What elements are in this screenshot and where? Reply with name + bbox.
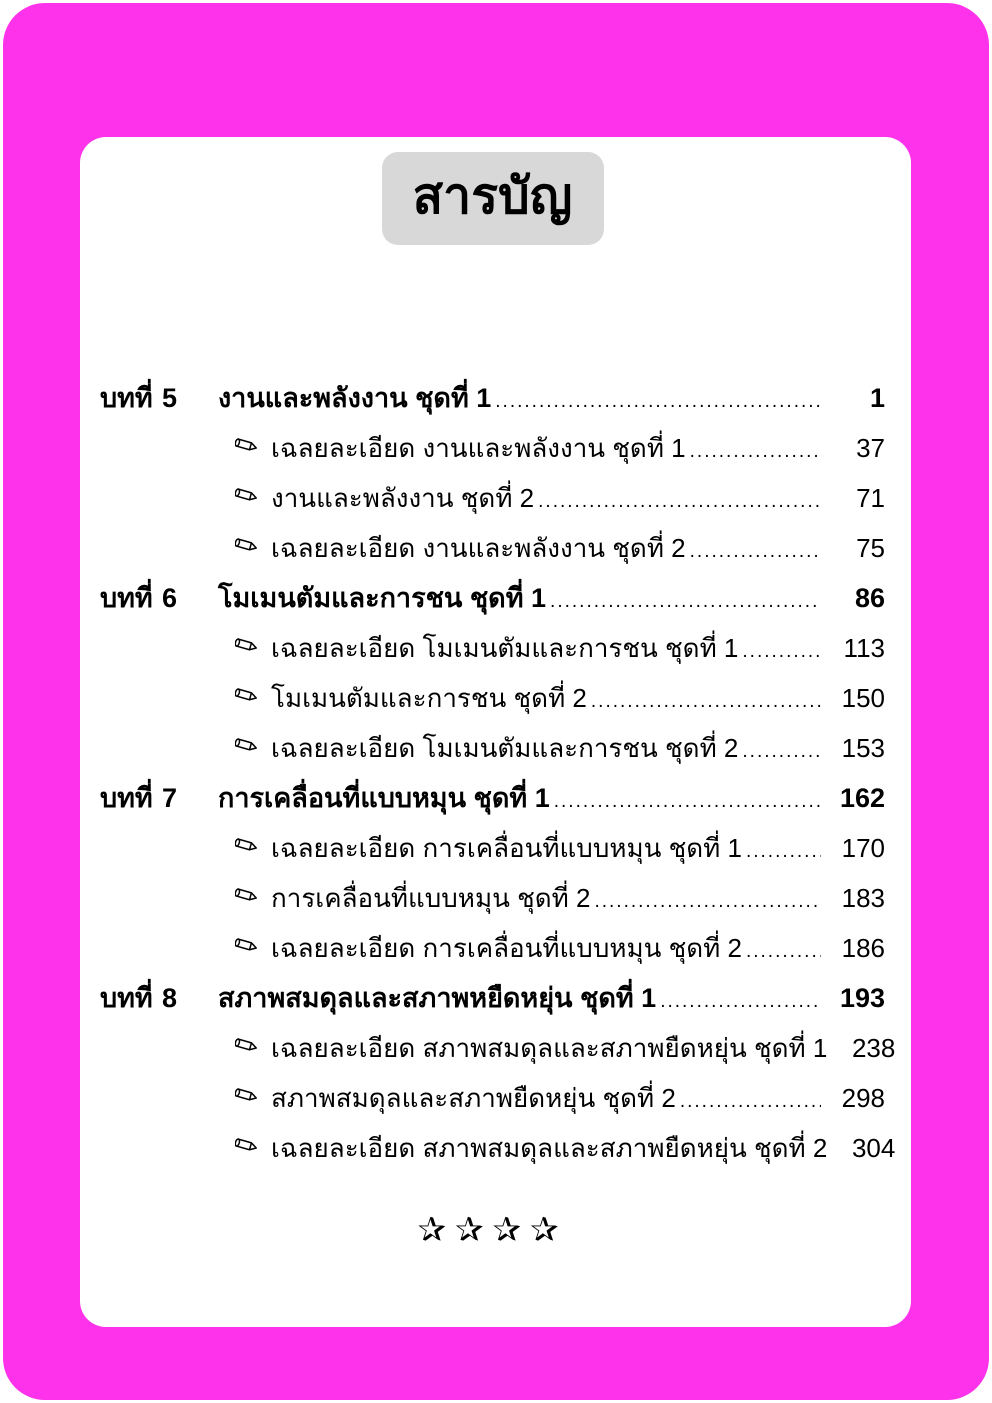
table-of-contents xyxy=(100,373,896,1173)
toc-sub-row xyxy=(100,423,885,473)
chapter-title: โมเมนตัมและการชน ชุดที่ 1 xyxy=(218,583,547,613)
page-number: 113 xyxy=(843,633,885,663)
pencil-icon xyxy=(235,623,271,673)
chapter-title: งานและพลังงาน ชุดที่ 1 xyxy=(218,383,492,413)
title-box xyxy=(382,152,604,245)
dot-leader xyxy=(746,827,821,877)
dot-leader xyxy=(591,677,821,727)
pencil-icon xyxy=(235,1123,271,1173)
pencil-icon xyxy=(235,523,271,573)
page-title: สารบัญ xyxy=(412,167,573,224)
dot-leader xyxy=(594,877,821,927)
page-number: 1 xyxy=(869,383,885,413)
pencil-icon xyxy=(235,423,271,473)
dot-leader xyxy=(554,777,821,827)
dot-leader xyxy=(690,427,821,477)
toc-sub-row xyxy=(100,673,885,723)
toc-sub-row xyxy=(100,523,885,573)
pencil-icon xyxy=(235,1073,271,1123)
chapter-title: การเคลื่อนที่แบบหมุน ชุดที่ 1 xyxy=(218,783,550,813)
toc-page-panel xyxy=(80,137,911,1327)
page-number: 150 xyxy=(841,683,885,713)
page-number: 153 xyxy=(841,733,885,763)
entry-title: เฉลยละเอียด สภาพสมดุลและสภาพยืดหยุ่น ชุดที่ 2 xyxy=(271,1133,828,1163)
toc-sub-row xyxy=(100,723,885,773)
toc-sub-row xyxy=(100,823,885,873)
toc-sub-row xyxy=(100,473,885,523)
page-number: 37 xyxy=(856,433,885,463)
toc-chapter-row xyxy=(100,773,885,823)
entry-title: เฉลยละเอียด โมเมนตัมและการชน ชุดที่ 2 xyxy=(271,733,739,763)
page-number: 186 xyxy=(841,933,885,963)
entry-title: เฉลยละเอียด สภาพสมดุลและสภาพยืดหยุ่น ชุดที่ 1 xyxy=(271,1033,828,1063)
toc-sub-row xyxy=(100,1123,896,1173)
dot-leader xyxy=(538,477,821,527)
pencil-icon xyxy=(235,873,271,923)
entry-title: งานและพลังงาน ชุดที่ 2 xyxy=(271,483,535,513)
page-number: 170 xyxy=(841,833,885,863)
chapter-number: 8 xyxy=(162,983,178,1013)
entry-title: เฉลยละเอียด โมเมนตัมและการชน ชุดที่ 1 xyxy=(271,633,739,663)
toc-sub-row xyxy=(100,873,885,923)
pencil-icon xyxy=(235,723,271,773)
page-number: 183 xyxy=(841,883,885,913)
chapter-number: 6 xyxy=(162,583,178,613)
chapter-label: บทที่ xyxy=(100,983,153,1013)
dot-leader xyxy=(680,1077,821,1127)
shadowed-stars-decoration: ✰✰✰✰ xyxy=(417,1211,568,1249)
page-number: 238 xyxy=(851,1033,896,1063)
pencil-icon xyxy=(235,823,271,873)
dot-leader xyxy=(746,927,821,977)
toc-sub-row xyxy=(100,623,885,673)
entry-title: เฉลยละเอียด การเคลื่อนที่แบบหมุน ชุดที่ 1 xyxy=(271,833,742,863)
pencil-icon xyxy=(235,923,271,973)
dot-leader xyxy=(742,727,821,777)
entry-title: สภาพสมดุลและสภาพยืดหยุ่น ชุดที่ 2 xyxy=(271,1083,676,1113)
dot-leader xyxy=(495,377,821,427)
entry-title: เฉลยละเอียด งานและพลังงาน ชุดที่ 2 xyxy=(271,533,686,563)
toc-chapter-row xyxy=(100,573,885,623)
page-number: 75 xyxy=(856,533,885,563)
chapter-label: บทที่ xyxy=(100,383,153,413)
dot-leader xyxy=(742,627,821,677)
page-number: 298 xyxy=(841,1083,885,1113)
chapter-label: บทที่ xyxy=(100,583,153,613)
toc-chapter-row xyxy=(100,373,885,423)
dot-leader xyxy=(690,527,821,577)
chapter-number: 7 xyxy=(162,783,178,813)
pencil-icon xyxy=(235,1023,271,1073)
chapter-label: บทที่ xyxy=(100,783,153,813)
entry-title: เฉลยละเอียด การเคลื่อนที่แบบหมุน ชุดที่ 2 xyxy=(271,933,742,963)
toc-chapter-row xyxy=(100,973,885,1023)
chapter-number: 5 xyxy=(162,383,178,413)
page-number: 162 xyxy=(839,783,885,813)
toc-sub-row xyxy=(100,1073,885,1123)
page-number: 71 xyxy=(856,483,885,513)
pencil-icon xyxy=(235,673,271,723)
dot-leader xyxy=(660,977,821,1027)
page-number: 193 xyxy=(839,983,885,1013)
page-number: 304 xyxy=(851,1133,896,1163)
entry-title: เฉลยละเอียด งานและพลังงาน ชุดที่ 1 xyxy=(271,433,686,463)
entry-title: การเคลื่อนที่แบบหมุน ชุดที่ 2 xyxy=(271,883,591,913)
toc-sub-row xyxy=(100,923,885,973)
dot-leader xyxy=(550,577,821,627)
toc-sub-row xyxy=(100,1023,896,1073)
page-number: 86 xyxy=(854,583,885,613)
entry-title: โมเมนตัมและการชน ชุดที่ 2 xyxy=(271,683,587,713)
chapter-title: สภาพสมดุลและสภาพหยืดหยุ่น ชุดที่ 1 xyxy=(218,983,657,1013)
pencil-icon xyxy=(235,473,271,523)
